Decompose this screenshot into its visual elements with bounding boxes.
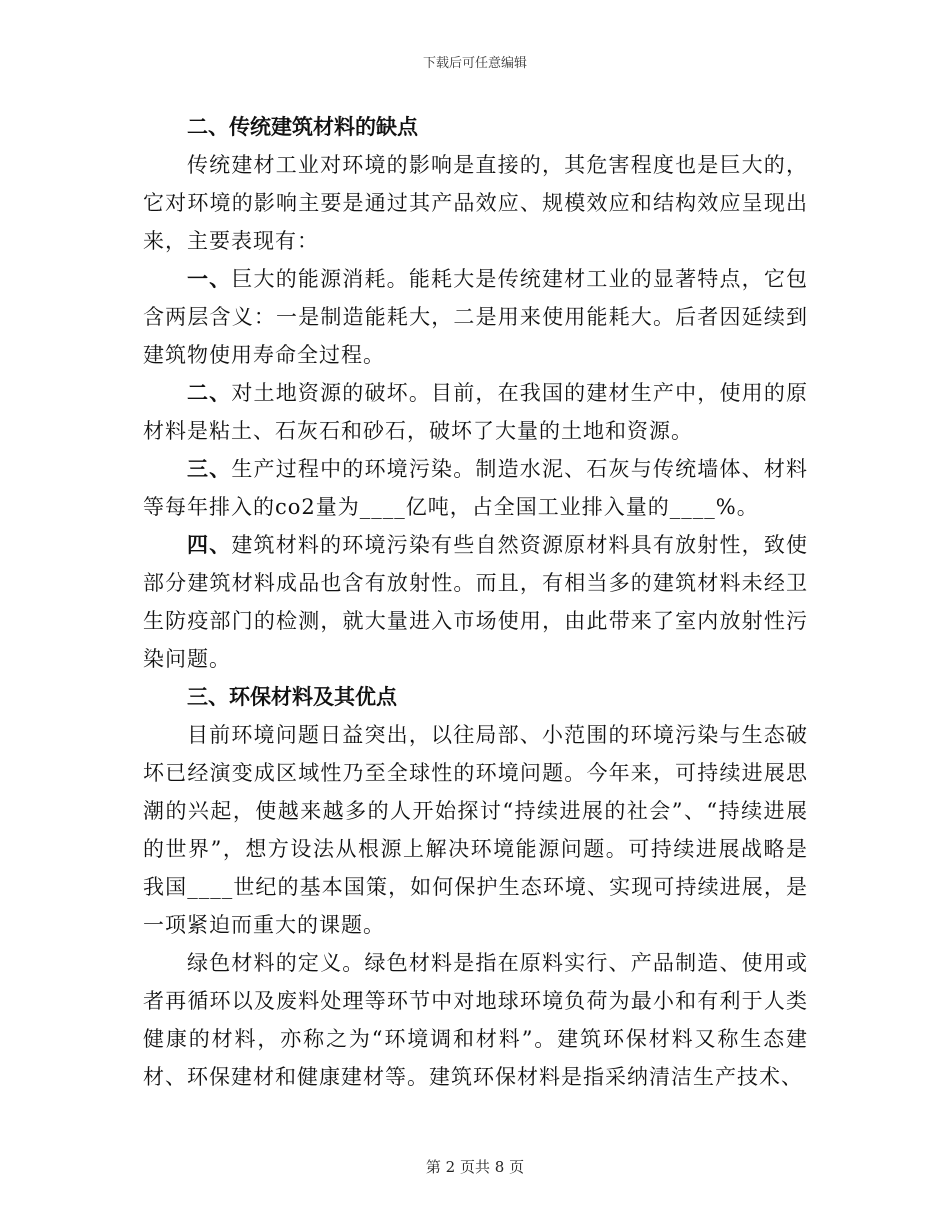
paragraph-text: 对土地资源的破坏。目前，在我国的建材生产中，使用的原材料是粘土、石灰石和砂石，破坏了大量的土地和资源。 [143,381,809,443]
section-heading-eco-materials: 三、环保材料及其优点 [187,684,397,709]
paragraph-production-pollution [143,450,808,526]
paragraph-text: 生产过程中的环境污染。制造水泥、石灰与传统墙体、材料等每年排入的co2量为____亿吨，占全国工业排入量的____%。 [143,457,809,519]
paragraph-green-material-definition: 绿色材料的定义。绿色材料是指在原料实行、产品制造、使用或者再循环以及废料处理等环节中对地球环境负荷为最小和有利于人类健康的材料，亦称之为“环境调和材料”。建筑环保材料又称生态建材、环保建材和健康建材等。建筑环保材料是指采纳清洁生产技术、 [143,951,808,1089]
document-body [143,108,808,1096]
paragraph-land-destruction [143,374,808,450]
paragraph-text: 建筑材料的环境污染有些自然资源原材料具有放射性，致使部分建筑材料成品也含有放射性。而且，有相当多的建筑材料未经卫生防疫部门的检测，就大量进入市场使用，由此带来了室内放射性污染问题。 [143,533,809,671]
paragraph-radioactive-pollution [143,526,808,678]
section-heading-traditional-materials: 二、传统建筑材料的缺点 [187,114,418,139]
paragraph-energy-consumption [143,260,808,374]
paragraph-lead-number: 一、 [187,266,232,291]
page-header: 下载后可任意编辑 [422,56,527,71]
paragraph-environment-issues: 目前环境问题日益突出，以往局部、小范围的环境污染与生态破坏已经演变成区域性乃至全球性的环境问题。今年来，可持续进展思潮的兴起，使越来越多的人开始探讨“持续进展的社会”、“持续进展的世界”，想方设法从根源上解决环境能源问题。可持续进展战略是我国____世纪的基本国策，如何保护生态环境、实现可持续进展，是一项紧迫而重大的课题。 [143,723,808,937]
page-number: 第 2 页共 8 页 [425,1158,525,1176]
paragraph-text: 巨大的能源消耗。能耗大是传统建材工业的显著特点，它包含两层含义：一是制造能耗大，二是用来使用能耗大。后者因延续到建筑物使用寿命全过程。 [143,267,809,367]
paragraph-lead-number: 二、 [187,380,232,405]
paragraph-lead-number: 三、 [187,456,232,481]
paragraph-lead-number: 四、 [187,532,232,557]
paragraph-intro: 传统建材工业对环境的影响是直接的，其危害程度也是巨大的，它对环境的影响主要是通过其产品效应、规模效应和结构效应呈现出来，主要表现有： [143,153,808,253]
